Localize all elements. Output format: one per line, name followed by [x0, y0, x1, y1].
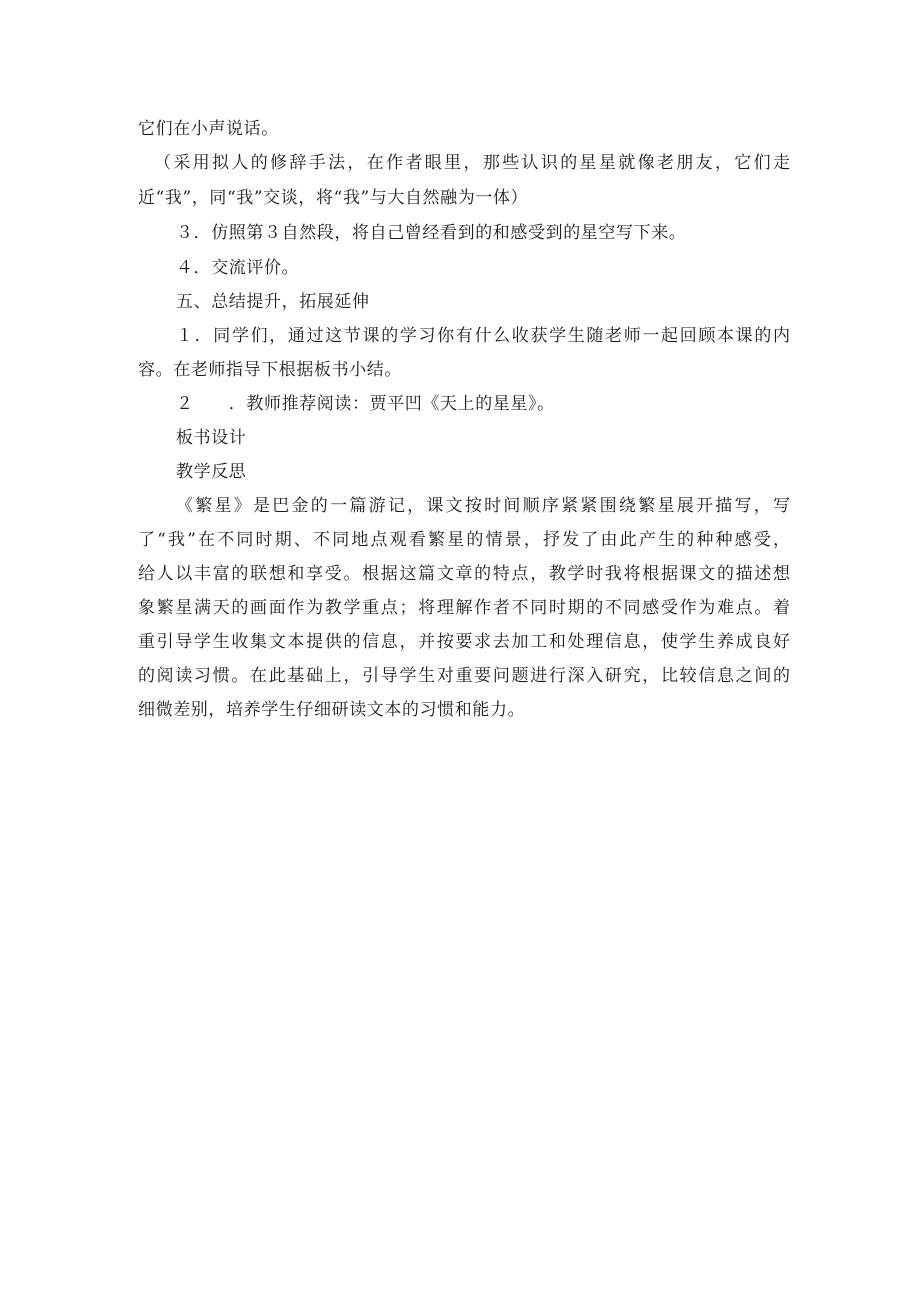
text-line: 容。在老师指导下根据板书小结。 — [138, 360, 402, 380]
text-line: （采用拟人的修辞手法，在作者眼里，那些认识的星星就像老朋友，它们走 — [154, 153, 790, 173]
list-item: ４．交流评价。 — [176, 258, 300, 278]
text-line: 近“我”，同“我”交谈，将“我”与大自然融为一体） — [138, 188, 529, 208]
list-item: ３．仿照第３自然段，将自己曾经看到的和感受到的星空写下来。 — [176, 223, 687, 243]
paragraph-line: 细微差别，培养学生仔细研读文本的习惯和能力。 — [138, 700, 526, 720]
text-line: 它们在小声说话。 — [138, 119, 279, 139]
paragraph-line: 给人以丰富的联想和享受。根据这篇文章的特点，教学时我将根据课文的描述想 — [138, 564, 790, 584]
paragraph-line: 的阅读习惯。在此基础上，引导学生对重要问题进行深入研究，比较信息之间的 — [138, 666, 790, 686]
section-heading: 教学反思 — [176, 462, 247, 482]
section-heading: 板书设计 — [176, 428, 247, 448]
paragraph-line: 《繁星》是巴金的一篇游记，课文按时间顺序紧紧围绕繁星展开描写，写 — [176, 496, 790, 516]
list-item: １．同学们，通过这节课的学习你有什么收获学生随老师一起回顾本课的内 — [176, 326, 790, 346]
paragraph-line: 象繁星满天的画面作为教学重点；将理解作者不同时期的不同感受作为难点。着 — [138, 598, 790, 618]
list-item: ２ ．教师推荐阅读：贾平凹《天上的星星》。 — [176, 394, 555, 414]
paragraph-line: 了“我”在不同时期、不同地点观看繁星的情景，抒发了由此产生的种种感受， — [138, 530, 790, 550]
section-heading: 五、总结提升，拓展延伸 — [176, 292, 370, 312]
paragraph-line: 重引导学生收集文本提供的信息，并按要求去加工和处理信息，使学生养成良好 — [138, 632, 790, 652]
